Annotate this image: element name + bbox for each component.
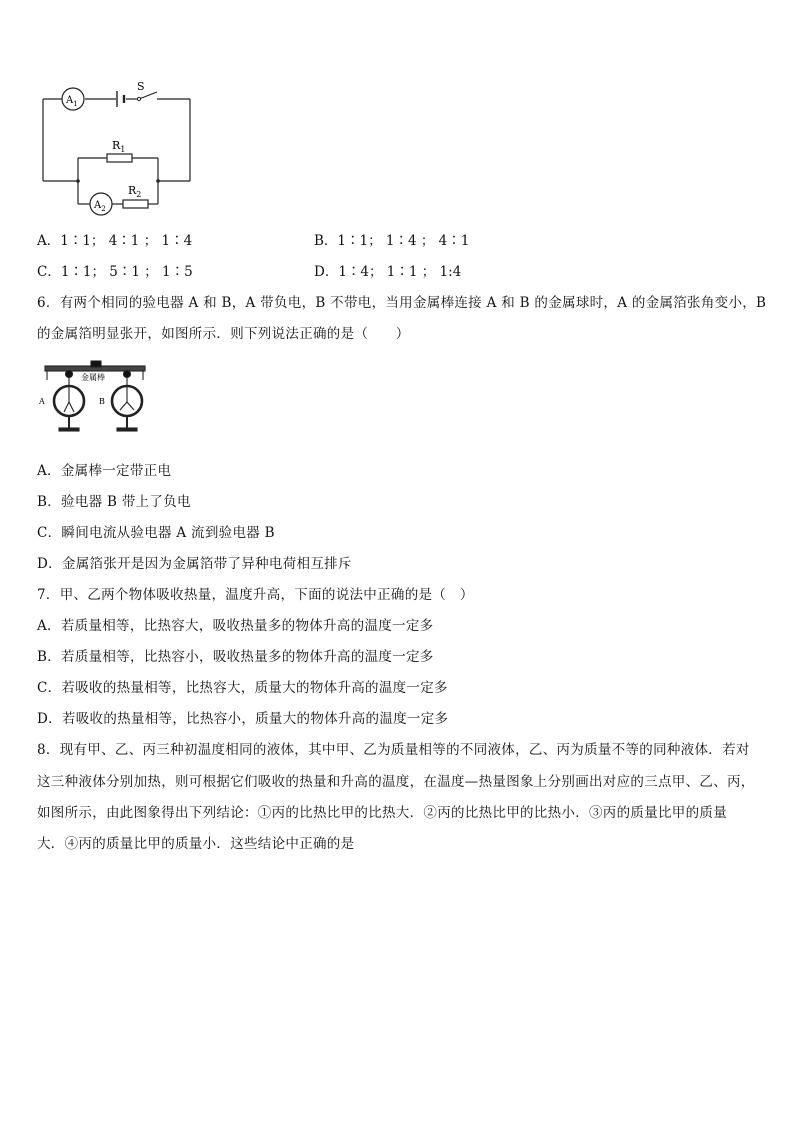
q6-stem-line2: 的金属箔明显张开，如图所示．则下列说法正确的是（ ） [37,326,410,342]
q7-stem: 7．甲、乙两个物体吸收热量，温度升高，下面的说法中正确的是（ ） [37,587,474,603]
q5-option-b: B．1∶1； 1∶4 ； 4∶1 [314,233,470,249]
q6-stem-line1: 6．有两个相同的验电器 A 和 B，A 带负电，B 不带电，当用金属棒连接 A 和 B 的金属球时，A 的金属箔张角变小，B [37,295,767,311]
electroscope-figure [35,360,155,440]
circuit-diagram [38,78,198,218]
q7-option-d: D．若吸收的热量相等，比热容小，质量大的物体升高的温度一定多 [37,711,449,727]
q6-option-c: C．瞬间电流从验电器 A 流到验电器 B [37,525,275,541]
electroscope-b-label: B [99,397,105,406]
resistor-1-label: $R_1$ [112,139,126,154]
junction-left [76,179,80,183]
q5-option-c: C．1∶1； 5∶1 ； 1∶5 [37,264,193,280]
q8-line1: 8．现有甲、乙、丙三种初温度相同的液体，其中甲、乙为质量相等的不同液体，乙、丙为质量不等的同种液体．若对 [37,742,750,758]
q8-line2: 这三种液体分别加热，则可根据它们吸收的热量和升高的温度，在温度—热量图象上分别画出对应的三点甲、乙、丙， [37,774,755,790]
q6-option-d: D．金属箔张开是因为金属箔带了异种电荷相互排斥 [37,556,352,572]
rod-label: 金属棒 [81,373,105,382]
q6-option-b: B．验电器 B 带上了负电 [37,494,191,510]
q5-option-a: A．1∶1； 4∶1 ； 1∶4 [37,233,193,249]
resistor-2-label: $R_2$ [128,184,142,199]
q7-option-c: C．若吸收的热量相等，比热容大，质量大的物体升高的温度一定多 [37,680,448,696]
ammeter-2-label: $A_2$ [94,200,106,213]
q6-option-a: A．金属棒一定带正电 [37,463,172,479]
q5-option-d: D．1∶4； 1∶1 ； 1:4 [314,264,462,280]
switch-label: S [137,80,145,93]
electroscope-a-label: A [39,397,45,406]
q8-line3: 如图所示，由此图象得出下列结论：①丙的比热比甲的比热大．②丙的比热比甲的比热小．③丙的质量比甲的质量 [37,805,727,821]
switch-pivot [137,97,140,100]
q7-option-a: A．若质量相等，比热容大，吸收热量多的物体升高的温度一定多 [37,618,434,634]
q8-line4: 大．④丙的质量比甲的质量小．这些结论中正确的是 [37,836,355,852]
ammeter-1-label: $A_1$ [66,95,78,108]
q7-option-b: B．若质量相等，比热容小，吸收热量多的物体升高的温度一定多 [37,649,434,665]
junction-right [156,179,160,183]
